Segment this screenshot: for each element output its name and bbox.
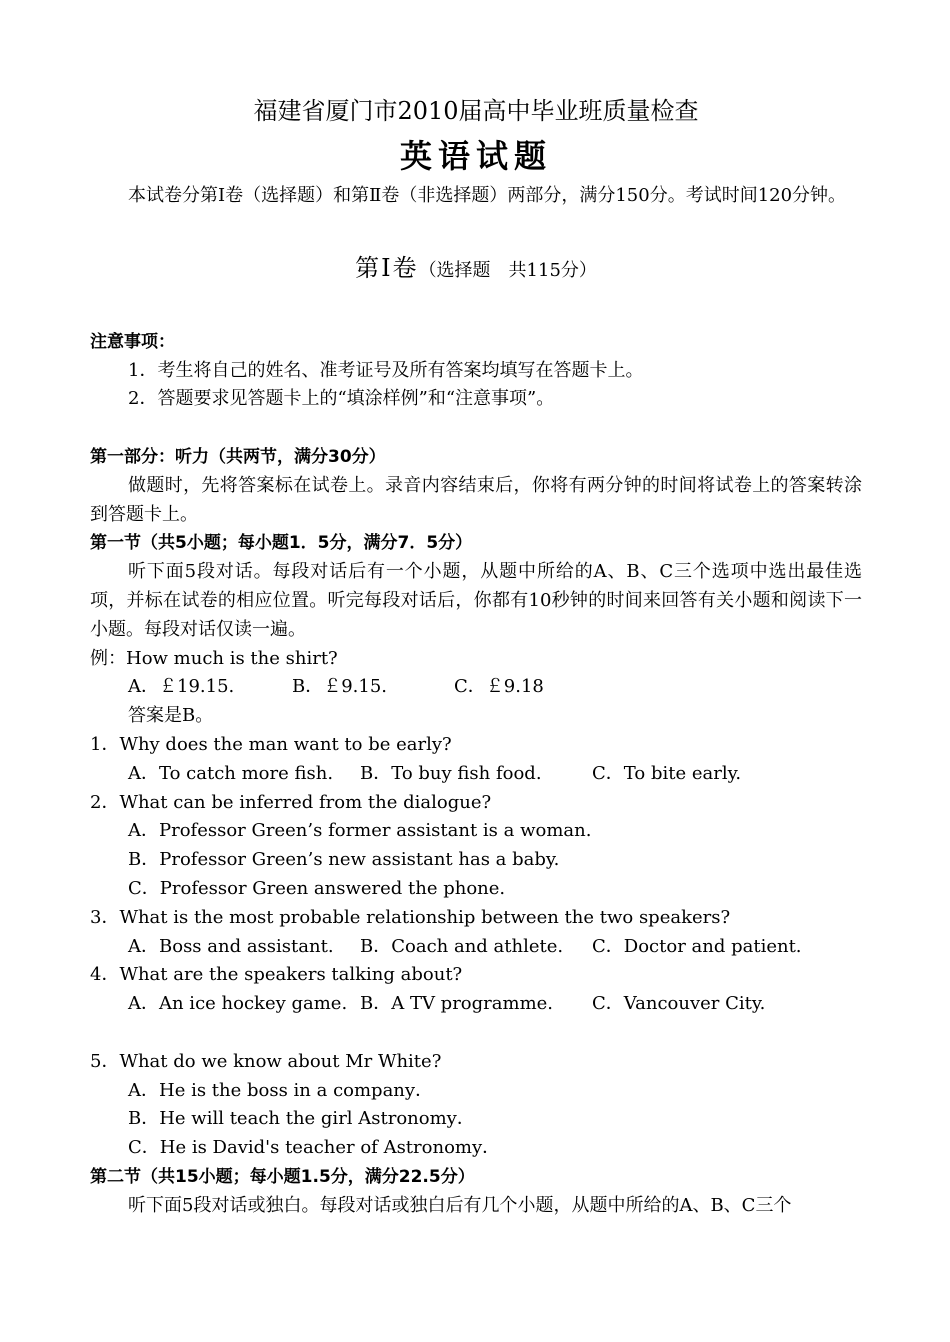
option: A．To catch more fish. xyxy=(128,762,334,784)
question: 4．What are the speakers talking about? xyxy=(90,964,463,986)
part1-intro: 做题时，先将答案标在试卷上。录音内容结束后，你将有两分钟的时间将试卷上的答案转涂到答题卡上。 xyxy=(90,474,862,525)
option: B．He will teach the girl Astronomy． xyxy=(128,1108,475,1130)
exam-intro: 本试卷分第Ⅰ卷（选择题）和第Ⅱ卷（非选择题）两部分，满分150分。考试时间120分钟。 xyxy=(128,185,847,206)
option: C．Professor Green answered the phone. xyxy=(128,877,506,899)
option: C．He is David's teacher of Astronomy． xyxy=(128,1137,501,1159)
question: 5．What do we know about Mr White? xyxy=(90,1050,442,1072)
exam-title: 福建省厦门市2010届高中毕业班质量检查 xyxy=(253,97,699,125)
option: A．He is the boss in a company． xyxy=(128,1079,434,1101)
option: A．An ice hockey game. xyxy=(128,993,348,1015)
notice-item: 1．考生将自己的姓名、准考证号及所有答案均填写在答题卡上。 xyxy=(128,359,644,381)
option: B．￡9.15. xyxy=(292,676,388,698)
section1-intro: 听下面5段对话。每段对话后有一个小题，从题中所给的A、B、C三个选项中选出最佳选项，并标在试卷的相应位置。听完每段对话后，你都有10秒钟的时间来回答有关小题和阅读下一小题。每段对话仅读一遍。 xyxy=(90,561,862,640)
example-answer: 答案是B。 xyxy=(128,705,214,727)
option: B．A TV programme. xyxy=(360,993,554,1015)
question: 1．Why does the man want to be early? xyxy=(90,733,452,755)
volume-label: 第Ⅰ卷 xyxy=(355,253,419,282)
option: A．Boss and assistant. xyxy=(128,935,334,957)
option: B．To buy fish food. xyxy=(360,762,542,784)
option: A．￡19.15. xyxy=(128,676,235,698)
option: C．Doctor and patient. xyxy=(592,935,802,957)
option: B．Professor Green’s new assistant has a baby. xyxy=(128,849,560,871)
options-row xyxy=(90,990,862,1019)
option: A．Professor Green’s former assistant is a woman. xyxy=(128,820,592,842)
section2-intro: 听下面5段对话或独白。每段对话或独白后有几个小题，从题中所给的A、B、C三个 xyxy=(128,1194,792,1216)
subject-title: 英语试题 xyxy=(399,137,552,175)
volume-heading xyxy=(90,251,862,288)
section1-heading: 第一节（共5小题；每小题1．5分，满分7．5分） xyxy=(90,533,473,554)
question: 3．What is the most probable relationship between the two speakers? xyxy=(90,906,731,928)
example-options xyxy=(90,673,862,702)
notice-item: 2．答题要求见答题卡上的“填涂样例”和“注意事项”。 xyxy=(128,388,555,410)
option: C．Vancouver City. xyxy=(592,993,766,1015)
notice-heading: 注意事项： xyxy=(90,331,175,352)
section2-heading: 第二节（共15小题；每小题1.5分，满分22.5分） xyxy=(90,1166,475,1187)
volume-note: （选择题 共115分） xyxy=(418,259,597,281)
options-row xyxy=(90,760,862,789)
example-question: 例：How much is the shirt? xyxy=(90,647,338,669)
options-row xyxy=(90,933,862,962)
part1-heading: 第一部分：听力（共两节，满分30分） xyxy=(90,446,386,467)
option: B．Coach and athlete. xyxy=(360,935,564,957)
option: C．To bite early. xyxy=(592,762,742,784)
exam-page xyxy=(90,92,862,1221)
option: C．￡9.18 xyxy=(454,676,544,698)
question: 2．What can be inferred from the dialogue? xyxy=(90,791,492,813)
